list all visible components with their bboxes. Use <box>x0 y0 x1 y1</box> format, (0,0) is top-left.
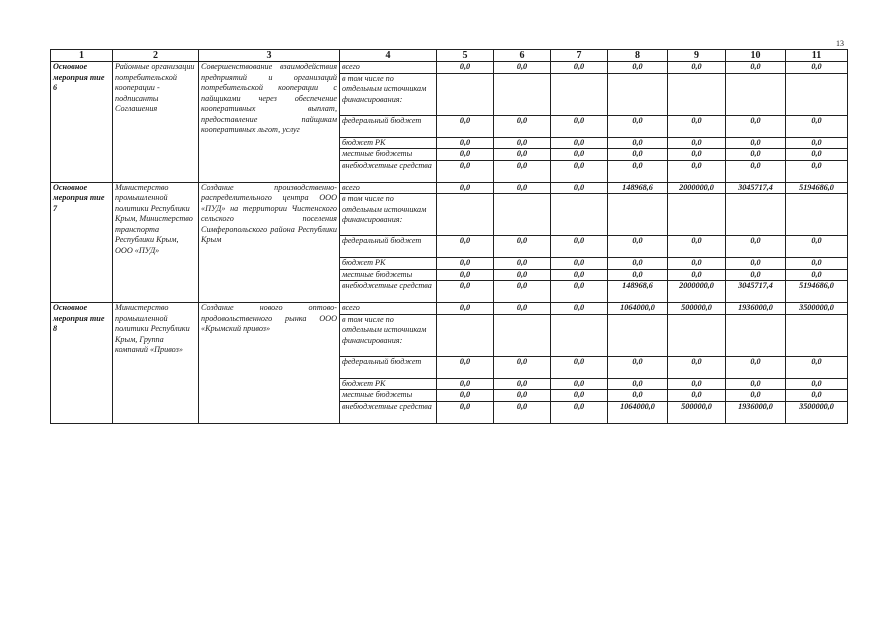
value-cell: 0,0 <box>608 269 668 281</box>
value-cell: 0,0 <box>668 356 726 378</box>
value-cell: 0,0 <box>437 269 494 281</box>
value-cell: 0,0 <box>608 149 668 161</box>
value-cell: 0,0 <box>551 62 608 74</box>
value-cell: 0,0 <box>494 137 551 149</box>
value-cell: 148968,6 <box>608 281 668 303</box>
page-number: 13 <box>836 39 844 48</box>
value-cell <box>494 73 551 115</box>
value-cell: 0,0 <box>551 160 608 182</box>
value-cell: 0,0 <box>668 149 726 161</box>
value-cell: 3045717,4 <box>726 182 786 194</box>
column-header: 8 <box>608 50 668 62</box>
column-header: 11 <box>786 50 848 62</box>
value-cell: 0,0 <box>494 115 551 137</box>
activity-cell: Основное мероприя тие 6 <box>51 62 113 183</box>
value-cell: 0,0 <box>608 236 668 258</box>
value-cell: 0,0 <box>786 149 848 161</box>
value-cell: 0,0 <box>668 258 726 270</box>
value-cell: 0,0 <box>668 236 726 258</box>
value-cell: 0,0 <box>551 137 608 149</box>
value-cell <box>668 73 726 115</box>
value-cell <box>786 73 848 115</box>
value-cell: 0,0 <box>437 401 494 423</box>
funding-source-cell: в том числе по отдельным источникам финансирования: <box>340 194 437 236</box>
funding-source-cell: федеральный бюджет <box>340 236 437 258</box>
value-cell: 0,0 <box>608 390 668 402</box>
value-cell: 0,0 <box>786 390 848 402</box>
activity-cell: Основное мероприя тие 8 <box>51 303 113 424</box>
value-cell: 3500000,0 <box>786 401 848 423</box>
value-cell: 0,0 <box>668 378 726 390</box>
value-cell: 0,0 <box>551 115 608 137</box>
value-cell <box>494 314 551 356</box>
value-cell: 500000,0 <box>668 303 726 315</box>
value-cell <box>437 314 494 356</box>
value-cell: 0,0 <box>437 115 494 137</box>
value-cell: 2000000,0 <box>668 281 726 303</box>
value-cell: 0,0 <box>726 390 786 402</box>
funding-source-cell: федеральный бюджет <box>340 115 437 137</box>
value-cell <box>726 73 786 115</box>
value-cell: 0,0 <box>494 160 551 182</box>
table-row <box>51 303 848 315</box>
value-cell <box>668 314 726 356</box>
value-cell: 0,0 <box>494 303 551 315</box>
value-cell <box>726 314 786 356</box>
value-cell <box>608 194 668 236</box>
value-cell: 0,0 <box>608 160 668 182</box>
value-cell: 0,0 <box>437 390 494 402</box>
value-cell <box>494 194 551 236</box>
value-cell: 0,0 <box>551 303 608 315</box>
column-header: 5 <box>437 50 494 62</box>
value-cell <box>726 194 786 236</box>
value-cell: 0,0 <box>551 356 608 378</box>
value-cell: 0,0 <box>494 269 551 281</box>
column-header: 7 <box>551 50 608 62</box>
value-cell: 2000000,0 <box>668 182 726 194</box>
value-cell: 0,0 <box>494 378 551 390</box>
value-cell <box>551 194 608 236</box>
value-cell: 0,0 <box>668 62 726 74</box>
funding-source-cell: в том числе по отдельным источникам финансирования: <box>340 314 437 356</box>
value-cell: 0,0 <box>786 62 848 74</box>
value-cell: 0,0 <box>786 115 848 137</box>
funding-source-cell: местные бюджеты <box>340 390 437 402</box>
value-cell: 0,0 <box>668 390 726 402</box>
value-cell: 0,0 <box>551 236 608 258</box>
value-cell: 5194686,0 <box>786 281 848 303</box>
description-cell: Создание нового оптово-продовольственного рынка ООО «Крымский привоз» <box>199 303 340 424</box>
value-cell: 0,0 <box>437 62 494 74</box>
value-cell: 1936000,0 <box>726 303 786 315</box>
funding-source-cell: федеральный бюджет <box>340 356 437 378</box>
value-cell: 0,0 <box>726 378 786 390</box>
value-cell <box>668 194 726 236</box>
value-cell: 0,0 <box>726 137 786 149</box>
column-header: 2 <box>113 50 199 62</box>
value-cell: 0,0 <box>551 258 608 270</box>
value-cell: 0,0 <box>551 401 608 423</box>
value-cell: 0,0 <box>494 356 551 378</box>
value-cell: 0,0 <box>786 236 848 258</box>
value-cell: 0,0 <box>726 160 786 182</box>
value-cell: 0,0 <box>437 182 494 194</box>
executor-cell: Районные организации потребительской кооперации - подписанты Соглашения <box>113 62 199 183</box>
value-cell: 0,0 <box>494 401 551 423</box>
value-cell <box>608 314 668 356</box>
value-cell: 0,0 <box>608 356 668 378</box>
value-cell: 0,0 <box>786 356 848 378</box>
value-cell: 0,0 <box>551 182 608 194</box>
value-cell: 0,0 <box>494 258 551 270</box>
value-cell: 0,0 <box>726 149 786 161</box>
value-cell: 0,0 <box>551 149 608 161</box>
description-cell: Совершенствование взаимодействия предприятий и организаций потребительской кооперации с пайщиками через обеспечение кооперативных выплат, предоставление пайщикам кооперативных льгот, услуг <box>199 62 340 183</box>
funding-source-cell: местные бюджеты <box>340 149 437 161</box>
value-cell: 0,0 <box>437 258 494 270</box>
value-cell: 500000,0 <box>668 401 726 423</box>
value-cell: 1936000,0 <box>726 401 786 423</box>
header-row <box>51 50 848 62</box>
executor-cell: Министерство промышленной политики Республики Крым, Группа компаний «Привоз» <box>113 303 199 424</box>
value-cell: 3500000,0 <box>786 303 848 315</box>
table-row <box>51 182 848 194</box>
funding-source-cell: всего <box>340 62 437 74</box>
value-cell <box>786 194 848 236</box>
value-cell: 0,0 <box>551 269 608 281</box>
value-cell: 0,0 <box>786 269 848 281</box>
value-cell <box>551 314 608 356</box>
value-cell: 0,0 <box>668 137 726 149</box>
value-cell: 0,0 <box>668 160 726 182</box>
value-cell: 0,0 <box>786 258 848 270</box>
value-cell <box>437 194 494 236</box>
value-cell: 0,0 <box>494 62 551 74</box>
value-cell: 0,0 <box>437 281 494 303</box>
executor-cell: Министерство промышленной политики Республики Крым, Министерство транспорта Республики Крым, ООО «ПУД» <box>113 182 199 303</box>
column-header: 6 <box>494 50 551 62</box>
column-header: 10 <box>726 50 786 62</box>
funding-source-cell: бюджет РК <box>340 258 437 270</box>
value-cell: 0,0 <box>494 149 551 161</box>
value-cell: 148968,6 <box>608 182 668 194</box>
financing-table <box>50 49 848 424</box>
value-cell: 0,0 <box>786 378 848 390</box>
value-cell: 0,0 <box>668 269 726 281</box>
value-cell: 0,0 <box>726 356 786 378</box>
column-header: 3 <box>199 50 340 62</box>
value-cell: 0,0 <box>608 115 668 137</box>
value-cell: 0,0 <box>608 62 668 74</box>
value-cell: 0,0 <box>437 149 494 161</box>
column-header: 9 <box>668 50 726 62</box>
funding-source-cell: бюджет РК <box>340 378 437 390</box>
value-cell: 0,0 <box>726 62 786 74</box>
value-cell <box>608 73 668 115</box>
column-header: 4 <box>340 50 437 62</box>
value-cell: 1064000,0 <box>608 303 668 315</box>
funding-source-cell: всего <box>340 303 437 315</box>
value-cell: 0,0 <box>608 378 668 390</box>
value-cell: 0,0 <box>551 281 608 303</box>
activity-cell: Основное мероприя тие 7 <box>51 182 113 303</box>
value-cell: 0,0 <box>786 137 848 149</box>
value-cell: 0,0 <box>437 160 494 182</box>
value-cell <box>437 73 494 115</box>
funding-source-cell: бюджет РК <box>340 137 437 149</box>
value-cell: 0,0 <box>726 236 786 258</box>
funding-source-cell: местные бюджеты <box>340 269 437 281</box>
value-cell: 0,0 <box>494 281 551 303</box>
value-cell <box>551 73 608 115</box>
value-cell: 0,0 <box>437 378 494 390</box>
value-cell: 1064000,0 <box>608 401 668 423</box>
value-cell: 0,0 <box>726 258 786 270</box>
value-cell: 0,0 <box>726 115 786 137</box>
value-cell: 0,0 <box>437 137 494 149</box>
funding-source-cell: внебюджетные средства <box>340 160 437 182</box>
table-row <box>51 62 848 74</box>
value-cell: 0,0 <box>437 303 494 315</box>
column-header: 1 <box>51 50 113 62</box>
value-cell: 0,0 <box>551 390 608 402</box>
funding-source-cell: всего <box>340 182 437 194</box>
value-cell: 0,0 <box>437 236 494 258</box>
funding-source-cell: внебюджетные средства <box>340 401 437 423</box>
value-cell: 0,0 <box>551 378 608 390</box>
value-cell: 0,0 <box>726 269 786 281</box>
value-cell: 0,0 <box>668 115 726 137</box>
funding-source-cell: внебюджетные средства <box>340 281 437 303</box>
value-cell: 0,0 <box>494 390 551 402</box>
value-cell: 3045717,4 <box>726 281 786 303</box>
value-cell: 0,0 <box>494 182 551 194</box>
description-cell: Создание производственно-распределительного центра ООО «ПУД» на территории Чистенского сельского поселения Симферопольского района Республики Крым <box>199 182 340 303</box>
funding-source-cell: в том числе по отдельным источникам финансирования: <box>340 73 437 115</box>
value-cell: 0,0 <box>608 258 668 270</box>
value-cell: 0,0 <box>494 236 551 258</box>
value-cell: 5194686,0 <box>786 182 848 194</box>
value-cell: 0,0 <box>786 160 848 182</box>
value-cell: 0,0 <box>437 356 494 378</box>
value-cell <box>786 314 848 356</box>
value-cell: 0,0 <box>608 137 668 149</box>
